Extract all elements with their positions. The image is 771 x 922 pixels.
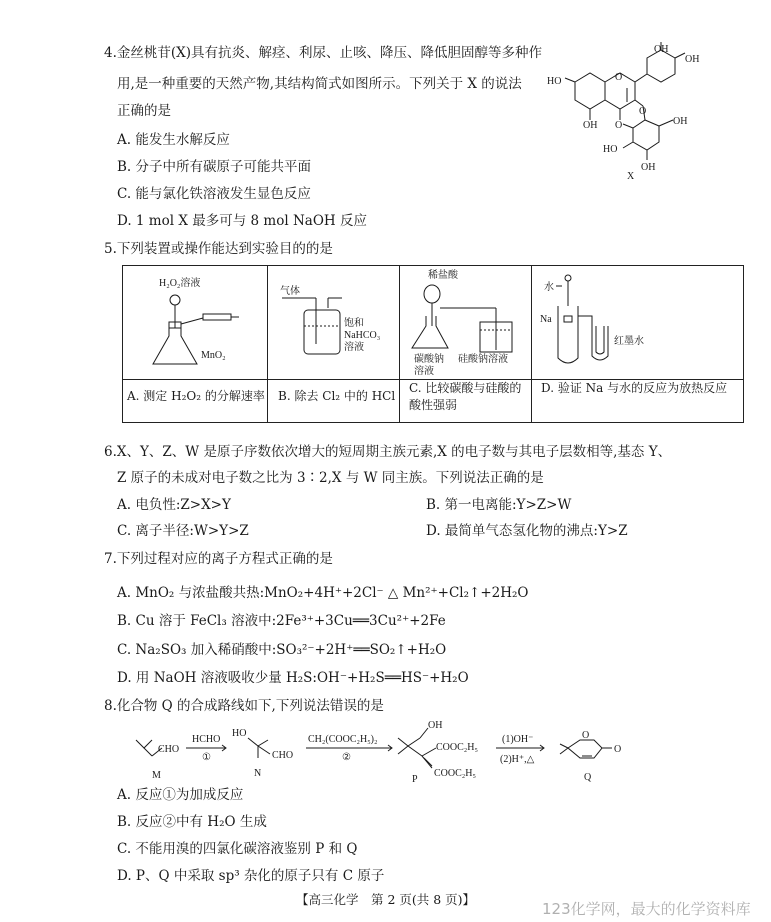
route-reagent-oh: (1)OH⁻: [502, 734, 534, 745]
q7-option-b: B. Cu 溶于 FeCl₃ 溶液中:2Fe³⁺+3Cu══3Cu²⁺+2Fe: [117, 613, 446, 629]
q4-line1: 4.金丝桃苷(X)具有抗炎、解痉、利尿、止咳、降压、降低胆固醇等多种作: [104, 45, 543, 61]
q4-option-b: B. 分子中所有碳原子可能共平面: [117, 159, 312, 175]
q5-stem: 5.下列装置或操作能达到实验目的的是: [104, 241, 333, 257]
page-footer: 【高三化学 第 2 页(共 8 页)】: [295, 892, 476, 907]
q7-option-c: C. Na₂SO₃ 加入稀硝酸中:SO₃²⁻+2H⁺══SO₂↑+H₂O: [117, 642, 447, 658]
apparatus-d: [532, 266, 744, 379]
route-p-ester-2: COOC₂H₅: [434, 768, 476, 779]
q6-option-a: A. 电负性:Z>X>Y: [117, 497, 231, 513]
label-solution: 溶液: [344, 342, 364, 353]
label-dilute-hcl: 稀盐酸: [428, 270, 458, 281]
structure-oh-5: OH: [641, 162, 656, 173]
q8-option-b: B. 反应②中有 H₂O 生成: [117, 814, 267, 830]
q4-line2: 用,是一种重要的天然产物,其结构简式如图所示。下列关于 X 的说法: [117, 76, 522, 92]
label-nahco3: NaHCO₃: [344, 330, 381, 341]
q6-option-c: C. 离子半径:W>Y>Z: [117, 523, 249, 539]
label-water: 水: [544, 282, 554, 293]
caption-a: A. 测定 H₂O₂ 的分解速率: [127, 389, 265, 403]
q8-option-c: C. 不能用溴的四氯化碳溶液鉴别 P 和 Q: [117, 841, 358, 857]
structure-x-diagram: [545, 40, 705, 180]
structure-ho: HO: [547, 76, 562, 87]
route-n-cho: CHO: [272, 750, 294, 761]
q8-option-d: D. P、Q 中采取 sp³ 杂化的原子只有 C 原子: [117, 868, 385, 884]
q6-line1: 6.X、Y、Z、W 是原子序数依次增大的短周期主族元素,X 的电子数与其电子层数相等,基态 Y、: [104, 444, 672, 460]
route-q-carbonyl-o: O: [614, 744, 622, 755]
q6-option-b: B. 第一电离能:Y>Z>W: [426, 497, 572, 513]
structure-oh-3: OH: [583, 120, 598, 131]
label-saturated: 饱和: [344, 318, 364, 329]
structure-label-x: X: [627, 171, 635, 180]
label-red-ink: 红墨水: [614, 336, 644, 347]
label-sodium-silicate: 硅酸钠溶液: [458, 354, 508, 365]
structure-oh-2: OH: [685, 54, 700, 65]
caption-c: C. 比较碳酸与硅酸的酸性强弱: [409, 381, 522, 412]
caption-b: B. 除去 Cl₂ 中的 HCl: [278, 389, 396, 403]
apparatus-c: [400, 266, 531, 379]
apparatus-b: [268, 266, 399, 379]
route-label-q: Q: [584, 772, 592, 783]
q4-option-a: A. 能发生水解反应: [117, 132, 230, 148]
q7-option-d: D. 用 NaOH 溶液吸收少量 H₂S:OH⁻+H₂S══HS⁻+H₂O: [117, 670, 469, 686]
label-na: Na: [540, 314, 552, 325]
route-reagent-h: (2)H⁺,△: [500, 754, 535, 765]
route-step-2: ②: [342, 752, 351, 763]
structure-o-3: O: [639, 106, 647, 117]
q7-option-a: A. MnO₂ 与浓盐酸共热:MnO₂+4H⁺+2Cl⁻ △ Mn²⁺+Cl₂↑+2H₂O: [117, 585, 529, 601]
label-solution-c: 溶液: [414, 366, 434, 377]
route-n-ho: HO: [232, 728, 247, 739]
q6-option-d: D. 最简单气态氢化物的沸点:Y>Z: [426, 523, 628, 539]
watermark: 123化学网，最大的化学资料库: [542, 900, 751, 918]
structure-ho-2: HO: [603, 144, 618, 155]
label-sodium-carbonate: 碳酸钠: [414, 354, 444, 365]
route-reagent-malonate: CH₂(COOC₂H₅)₂: [308, 734, 378, 745]
route-label-p: P: [412, 774, 418, 785]
label-h2o2: H₂O₂溶液: [159, 278, 201, 289]
route-label-n: N: [254, 768, 262, 779]
apparatus-a: [123, 266, 267, 379]
q4-option-d: D. 1 mol X 最多可与 8 mol NaOH 反应: [117, 213, 367, 229]
route-p-oh: OH: [428, 720, 443, 731]
route-step-1: ①: [202, 752, 211, 763]
label-mno2: MnO₂: [201, 350, 226, 361]
structure-oh-4: OH: [673, 116, 688, 127]
route-q-ring-o: O: [582, 730, 590, 741]
q8-stem: 8.化合物 Q 的合成路线如下,下列说法错误的是: [104, 698, 384, 714]
q4-line3: 正确的是: [117, 103, 171, 119]
q7-stem: 7.下列过程对应的离子方程式正确的是: [104, 551, 333, 567]
q8-option-a: A. 反应①为加成反应: [117, 787, 244, 803]
synthesis-route-diagram: [130, 718, 650, 786]
structure-oh-1: OH: [654, 44, 669, 55]
caption-d: D. 验证 Na 与水的反应为放热反应: [541, 381, 728, 395]
route-p-ester-1: COOC₂H₅: [436, 742, 478, 753]
q4-option-c: C. 能与氯化铁溶液发生显色反应: [117, 186, 311, 202]
route-m-cho: CHO: [158, 744, 180, 755]
route-label-m: M: [152, 770, 161, 781]
q6-line2: Z 原子的未成对电子数之比为 3∶2,X 与 W 同主族。下列说法正确的是: [117, 470, 544, 486]
route-reagent-hcho: HCHO: [192, 734, 221, 745]
label-gas: 气体: [280, 286, 300, 297]
structure-o-1: O: [615, 72, 623, 83]
apparatus-table: [122, 265, 744, 423]
structure-o-2: O: [615, 120, 623, 131]
